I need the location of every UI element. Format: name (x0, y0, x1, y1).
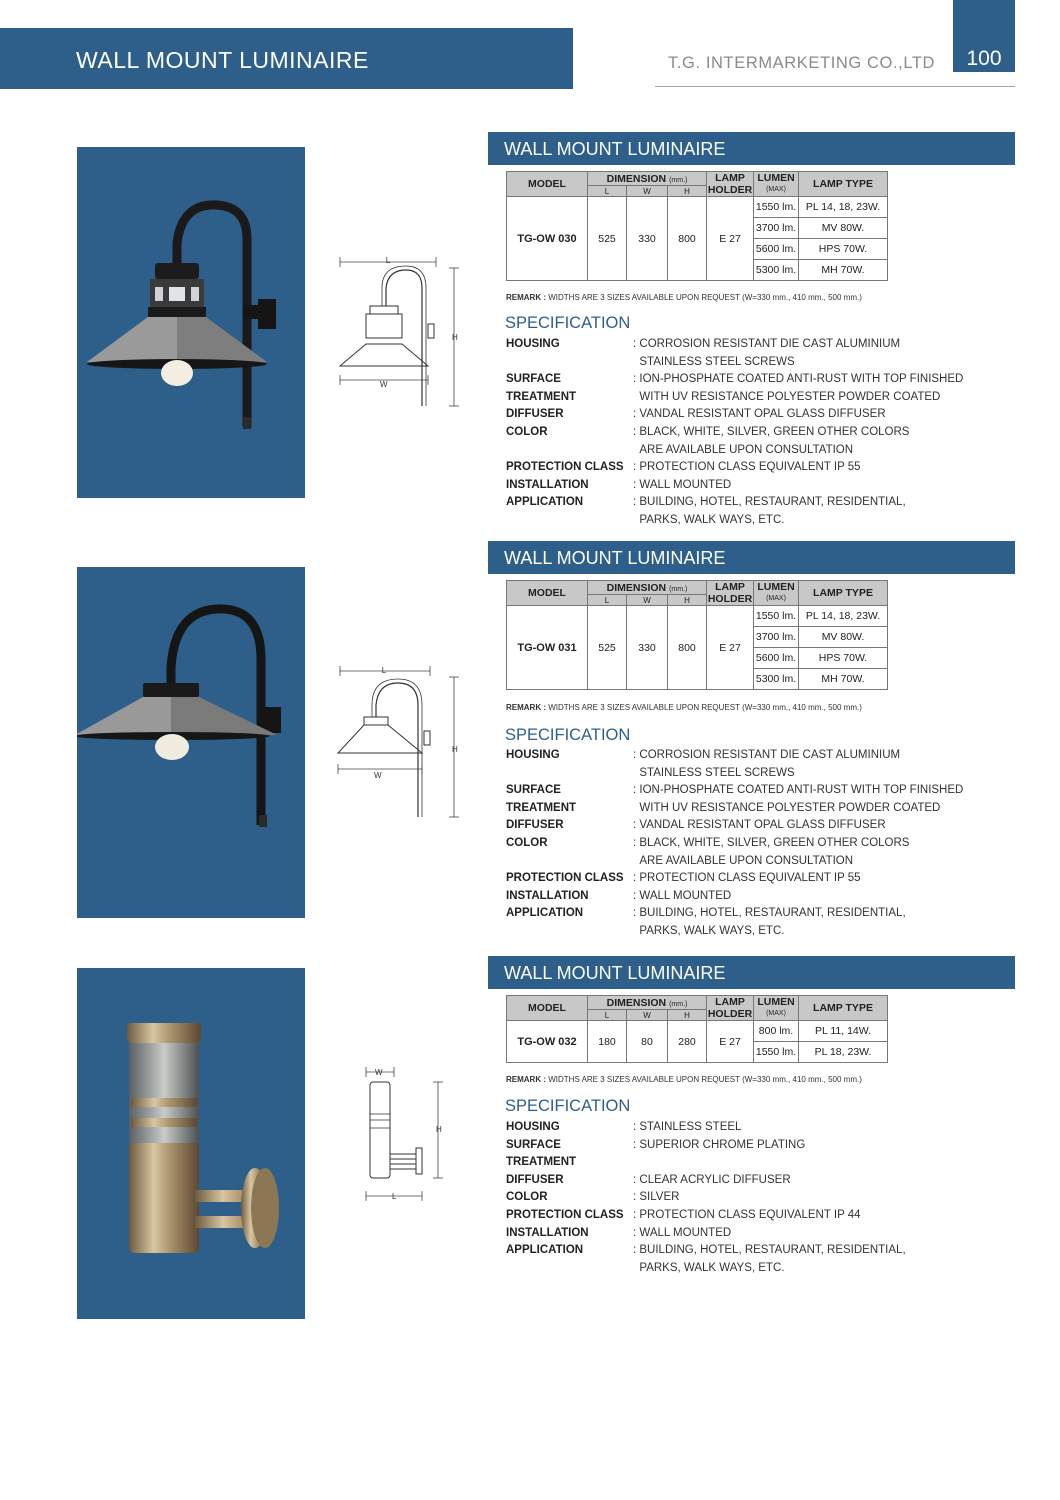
lamp-type-cell: PL 18, 23W. (799, 1042, 888, 1063)
spec-row: PROTECTION CLASS : PROTECTION CLASS EQUIVALENT IP 55 (506, 459, 1006, 477)
header-rule (655, 86, 1015, 87)
model-cell: TG-OW 030 (507, 197, 588, 281)
lamp-holder-cell: E 27 (707, 197, 754, 281)
remark-tg-ow-030: REMARK : WIDTHS ARE 3 SIZES AVAILABLE UPON REQUEST (W=330 mm., 410 mm., 500 mm.) (506, 293, 862, 302)
spec-row: INSTALLATION : WALL MOUNTED (506, 888, 1006, 906)
spec-row: PROTECTION CLASS : PROTECTION CLASS EQUIVALENT IP 55 (506, 870, 1006, 888)
section-bar-tg-ow-031 (488, 541, 1015, 574)
col-w: W (627, 1010, 668, 1021)
dimension-drawing-tg-ow-030 (330, 248, 470, 418)
lamp-type-cell: PL 14, 18, 23W. (799, 606, 888, 627)
col-lumen: LUMEN (MAX) (754, 172, 799, 197)
dimension-drawing-tg-ow-031 (330, 665, 470, 830)
col-w: W (627, 595, 668, 606)
spec-row: SURFACE TREATMENT : ION-PHOSPHATE COATED ANTI-RUST WITH TOP FINISHED WITH UV RESISTANCE POLYESTER POWDER COATED (506, 782, 1006, 817)
model-cell: TG-OW 032 (507, 1021, 588, 1063)
dim-h-cell: 280 (668, 1021, 707, 1063)
spec-list-tg-ow-031 (506, 747, 1006, 941)
company-name: T.G. INTERMARKETING CO.,LTD (668, 54, 936, 72)
lamp-type-cell: HPS 70W. (799, 239, 888, 260)
drawing-label-l: L (392, 1192, 397, 1201)
dim-w-cell: 330 (627, 197, 668, 281)
lamp-type-cell: MH 70W. (799, 669, 888, 690)
spec-row: INSTALLATION : WALL MOUNTED (506, 1225, 1006, 1243)
lumen-cell: 1550 lm. (754, 197, 799, 218)
col-lamp-type: LAMP TYPE (799, 172, 888, 197)
col-h: H (668, 1010, 707, 1021)
lamp-type-cell: PL 14, 18, 23W. (799, 197, 888, 218)
page-title: WALL MOUNT LUMINAIRE (76, 47, 369, 73)
spec-row: PROTECTION CLASS : PROTECTION CLASS EQUIVALENT IP 44 (506, 1207, 1006, 1225)
col-h: H (668, 595, 707, 606)
drawing-label-w: W (374, 771, 382, 780)
lamp-type-cell: MH 70W. (799, 260, 888, 281)
col-w: W (627, 186, 668, 197)
dim-w-cell: 330 (627, 606, 668, 690)
spec-row: INSTALLATION : WALL MOUNTED (506, 477, 1006, 495)
spec-title-tg-ow-032: SPECIFICATION (505, 1097, 631, 1115)
section-bar-tg-ow-032 (488, 956, 1015, 989)
spec-title-tg-ow-031: SPECIFICATION (505, 726, 631, 744)
lamp-type-cell: MV 80W. (799, 627, 888, 648)
spec-row: DIFFUSER : VANDAL RESISTANT OPAL GLASS DIFFUSER (506, 406, 1006, 424)
drawing-label-h: H (452, 333, 458, 342)
lumen-cell: 1550 lm. (754, 606, 799, 627)
lumen-cell: 3700 lm. (754, 627, 799, 648)
dim-l-cell: 180 (588, 1021, 627, 1063)
drawing-label-h: H (436, 1125, 442, 1134)
spec-table-tg-ow-032 (506, 995, 888, 1063)
product-photo-tg-ow-032 (77, 968, 305, 1319)
col-dimension: DIMENSION (mm.) (588, 172, 707, 186)
lamp-type-cell: PL 11, 14W. (799, 1021, 888, 1042)
remark-tg-ow-031: REMARK : WIDTHS ARE 3 SIZES AVAILABLE UPON REQUEST (W=330 mm., 410 mm., 500 mm.) (506, 703, 862, 712)
lamp-holder-cell: E 27 (707, 1021, 754, 1063)
dim-l-cell: 525 (588, 606, 627, 690)
spec-list-tg-ow-032 (506, 1119, 1006, 1277)
spec-row: APPLICATION : BUILDING, HOTEL, RESTAURANT, RESIDENTIAL, PARKS, WALK WAYS, ETC. (506, 905, 1006, 940)
page-number: 100 (966, 47, 1002, 70)
col-l: L (588, 1010, 627, 1021)
col-model: MODEL (507, 172, 588, 197)
drawing-label-l: L (385, 256, 391, 265)
spec-row: HOUSING : CORROSION RESISTANT DIE CAST ALUMINIUM STAINLESS STEEL SCREWS (506, 336, 1006, 371)
section-title: WALL MOUNT LUMINAIRE (504, 139, 726, 159)
spec-row: HOUSING : STAINLESS STEEL (506, 1119, 1006, 1137)
col-lamp-holder: LAMP HOLDER (707, 172, 753, 196)
col-lamp-holder: LAMP HOLDER (707, 996, 753, 1020)
spec-list-tg-ow-030 (506, 336, 1006, 530)
col-model: MODEL (507, 581, 588, 606)
dim-w-cell: 80 (627, 1021, 668, 1063)
product-photo-tg-ow-030 (77, 147, 305, 498)
section-title: WALL MOUNT LUMINAIRE (504, 548, 726, 568)
drawing-label-w: W (375, 1068, 383, 1077)
dim-h-cell: 800 (668, 197, 707, 281)
drawing-label-l: L (381, 666, 387, 675)
col-lamp-holder: LAMP HOLDER (707, 581, 753, 605)
col-h: H (668, 186, 707, 197)
spec-row: SURFACE TREATMENT : SUPERIOR CHROME PLATING (506, 1137, 1006, 1172)
product-photo-tg-ow-031 (77, 567, 305, 918)
section-bar-tg-ow-030 (488, 132, 1015, 165)
dim-l-cell: 525 (588, 197, 627, 281)
col-dimension: DIMENSION (mm.) (588, 581, 707, 595)
section-title: WALL MOUNT LUMINAIRE (504, 963, 726, 983)
col-l: L (588, 186, 627, 197)
spec-row: DIFFUSER : VANDAL RESISTANT OPAL GLASS DIFFUSER (506, 817, 1006, 835)
col-model: MODEL (507, 996, 588, 1021)
spec-row: APPLICATION : BUILDING, HOTEL, RESTAURANT, RESIDENTIAL, PARKS, WALK WAYS, ETC. (506, 494, 1006, 529)
spec-row: COLOR : BLACK, WHITE, SILVER, GREEN OTHER COLORS ARE AVAILABLE UPON CONSULTATION (506, 424, 1006, 459)
lamp-type-cell: MV 80W. (799, 218, 888, 239)
col-lumen: LUMEN (MAX) (754, 996, 799, 1021)
dim-h-cell: 800 (668, 606, 707, 690)
lumen-cell: 5600 lm. (754, 648, 799, 669)
lamp-type-cell: HPS 70W. (799, 648, 888, 669)
remark-tg-ow-032: REMARK : WIDTHS ARE 3 SIZES AVAILABLE UPON REQUEST (W=330 mm., 410 mm., 500 mm.) (506, 1075, 862, 1084)
spec-row: DIFFUSER : CLEAR ACRYLIC DIFFUSER (506, 1172, 1006, 1190)
lumen-cell: 800 lm. (754, 1021, 799, 1042)
lumen-cell: 5600 lm. (754, 239, 799, 260)
spec-row: SURFACE TREATMENT : ION-PHOSPHATE COATED ANTI-RUST WITH TOP FINISHED WITH UV RESISTANCE POLYESTER POWDER COATED (506, 371, 1006, 406)
col-l: L (588, 595, 627, 606)
drawing-label-w: W (380, 380, 388, 389)
spec-title-tg-ow-030: SPECIFICATION (505, 314, 631, 332)
model-cell: TG-OW 031 (507, 606, 588, 690)
col-lumen: LUMEN (MAX) (754, 581, 799, 606)
lumen-cell: 3700 lm. (754, 218, 799, 239)
dimension-drawing-tg-ow-032 (360, 1062, 460, 1212)
drawing-label-h: H (452, 745, 458, 754)
col-lamp-type: LAMP TYPE (799, 996, 888, 1021)
lumen-cell: 5300 lm. (754, 260, 799, 281)
lamp-holder-cell: E 27 (707, 606, 754, 690)
lumen-cell: 5300 lm. (754, 669, 799, 690)
spec-row: COLOR : BLACK, WHITE, SILVER, GREEN OTHER COLORS ARE AVAILABLE UPON CONSULTATION (506, 835, 1006, 870)
spec-row: APPLICATION : BUILDING, HOTEL, RESTAURANT, RESIDENTIAL, PARKS, WALK WAYS, ETC. (506, 1242, 1006, 1277)
spec-table-tg-ow-031 (506, 580, 888, 690)
spec-row: COLOR : SILVER (506, 1189, 1006, 1207)
spec-table-tg-ow-030 (506, 171, 888, 281)
spec-row: HOUSING : CORROSION RESISTANT DIE CAST ALUMINIUM STAINLESS STEEL SCREWS (506, 747, 1006, 782)
lumen-cell: 1550 lm. (754, 1042, 799, 1063)
col-dimension: DIMENSION (mm.) (588, 996, 707, 1010)
col-lamp-type: LAMP TYPE (799, 581, 888, 606)
